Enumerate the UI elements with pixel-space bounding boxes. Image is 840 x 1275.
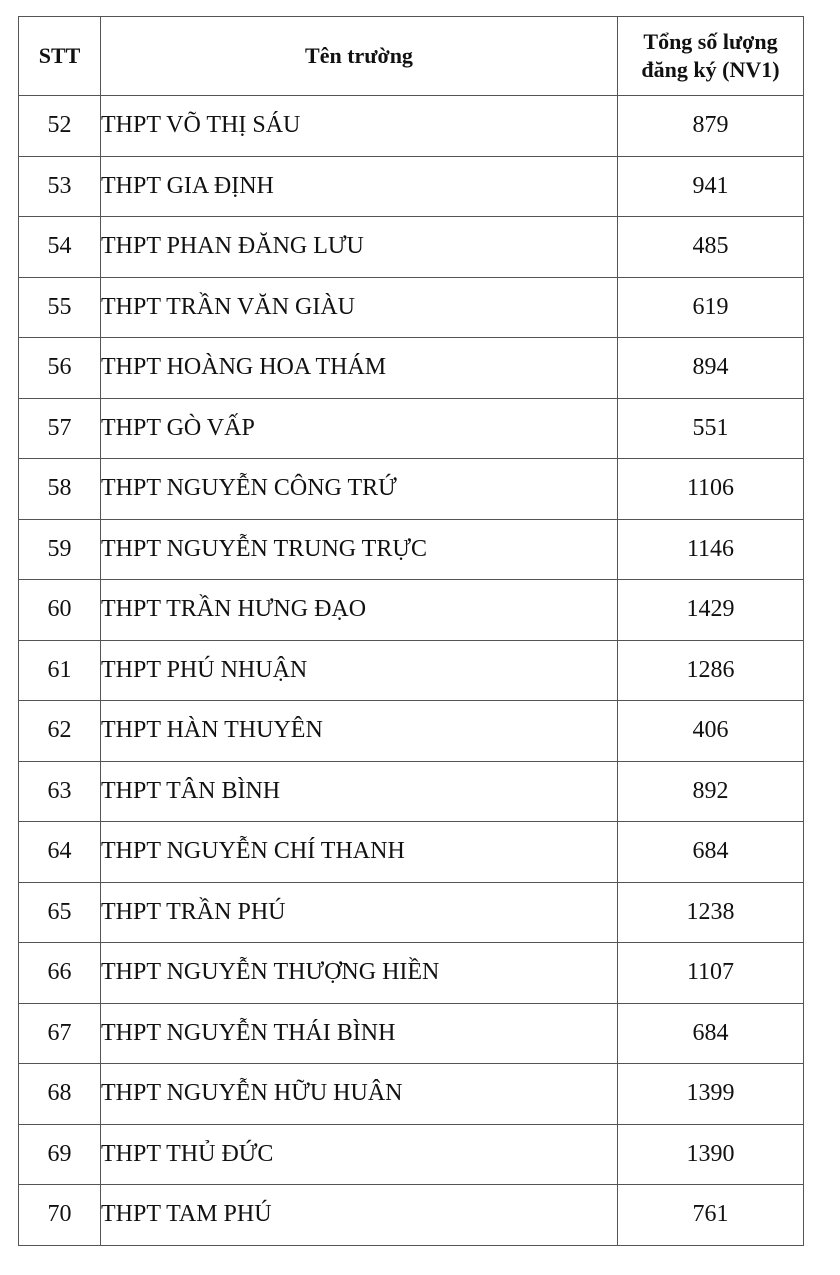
header-total-line2: đăng ký (NV1)	[641, 57, 780, 82]
row-total: 941	[618, 156, 804, 217]
table-row	[19, 580, 804, 641]
table-row	[19, 398, 804, 459]
row-stt: 56	[19, 338, 101, 399]
table-row	[19, 822, 804, 883]
row-stt: 68	[19, 1064, 101, 1125]
row-school-name: THPT TRẦN PHÚ	[101, 882, 618, 943]
row-total: 1390	[618, 1124, 804, 1185]
table-row	[19, 761, 804, 822]
row-school-name: THPT GIA ĐỊNH	[101, 156, 618, 217]
table-row	[19, 882, 804, 943]
row-total: 1107	[618, 943, 804, 1004]
row-stt: 67	[19, 1003, 101, 1064]
row-total: 879	[618, 96, 804, 157]
row-school-name: THPT HOÀNG HOA THÁM	[101, 338, 618, 399]
row-stt: 62	[19, 701, 101, 762]
row-school-name: THPT TAM PHÚ	[101, 1185, 618, 1246]
row-stt: 54	[19, 217, 101, 278]
row-stt: 63	[19, 761, 101, 822]
row-total: 1146	[618, 519, 804, 580]
row-total: 761	[618, 1185, 804, 1246]
row-stt: 69	[19, 1124, 101, 1185]
row-stt: 59	[19, 519, 101, 580]
table-row	[19, 96, 804, 157]
table-row	[19, 519, 804, 580]
row-total: 406	[618, 701, 804, 762]
row-school-name: THPT TÂN BÌNH	[101, 761, 618, 822]
table-header	[19, 17, 804, 96]
registration-table	[18, 16, 804, 1246]
row-school-name: THPT NGUYỄN HỮU HUÂN	[101, 1064, 618, 1125]
row-stt: 70	[19, 1185, 101, 1246]
row-stt: 53	[19, 156, 101, 217]
row-total: 1399	[618, 1064, 804, 1125]
header-school-name: Tên trường	[101, 17, 618, 96]
table-row	[19, 640, 804, 701]
row-school-name: THPT PHAN ĐĂNG LƯU	[101, 217, 618, 278]
row-stt: 65	[19, 882, 101, 943]
row-stt: 58	[19, 459, 101, 520]
table-row	[19, 1064, 804, 1125]
row-school-name: THPT THỦ ĐỨC	[101, 1124, 618, 1185]
row-school-name: THPT NGUYỄN THƯỢNG HIỀN	[101, 943, 618, 1004]
row-stt: 66	[19, 943, 101, 1004]
table-body	[19, 96, 804, 1246]
row-school-name: THPT NGUYỄN CÔNG TRỨ	[101, 459, 618, 520]
table-row	[19, 277, 804, 338]
row-total: 1238	[618, 882, 804, 943]
row-total: 485	[618, 217, 804, 278]
table-row	[19, 156, 804, 217]
row-school-name: THPT HÀN THUYÊN	[101, 701, 618, 762]
row-school-name: THPT NGUYỄN THÁI BÌNH	[101, 1003, 618, 1064]
row-total: 1286	[618, 640, 804, 701]
row-total: 619	[618, 277, 804, 338]
row-total: 892	[618, 761, 804, 822]
row-stt: 64	[19, 822, 101, 883]
row-stt: 60	[19, 580, 101, 641]
header-row	[19, 17, 804, 96]
row-total: 1106	[618, 459, 804, 520]
row-total: 551	[618, 398, 804, 459]
table-row	[19, 459, 804, 520]
table-row	[19, 1003, 804, 1064]
row-stt: 57	[19, 398, 101, 459]
row-school-name: THPT VÕ THỊ SÁU	[101, 96, 618, 157]
row-total: 684	[618, 822, 804, 883]
row-total: 894	[618, 338, 804, 399]
row-stt: 61	[19, 640, 101, 701]
table-row	[19, 1185, 804, 1246]
row-stt: 55	[19, 277, 101, 338]
header-total-registrations	[618, 17, 804, 96]
row-school-name: THPT NGUYỄN CHÍ THANH	[101, 822, 618, 883]
row-total: 1429	[618, 580, 804, 641]
row-school-name: THPT PHÚ NHUẬN	[101, 640, 618, 701]
table-row	[19, 701, 804, 762]
header-stt: STT	[19, 17, 101, 96]
table-row	[19, 1124, 804, 1185]
row-school-name: THPT TRẦN VĂN GIÀU	[101, 277, 618, 338]
row-school-name: THPT TRẦN HƯNG ĐẠO	[101, 580, 618, 641]
table-row	[19, 338, 804, 399]
row-total: 684	[618, 1003, 804, 1064]
row-stt: 52	[19, 96, 101, 157]
table-row	[19, 943, 804, 1004]
row-school-name: THPT NGUYỄN TRUNG TRỰC	[101, 519, 618, 580]
table-row	[19, 217, 804, 278]
header-total-line1: Tổng số lượng	[643, 29, 778, 54]
row-school-name: THPT GÒ VẤP	[101, 398, 618, 459]
